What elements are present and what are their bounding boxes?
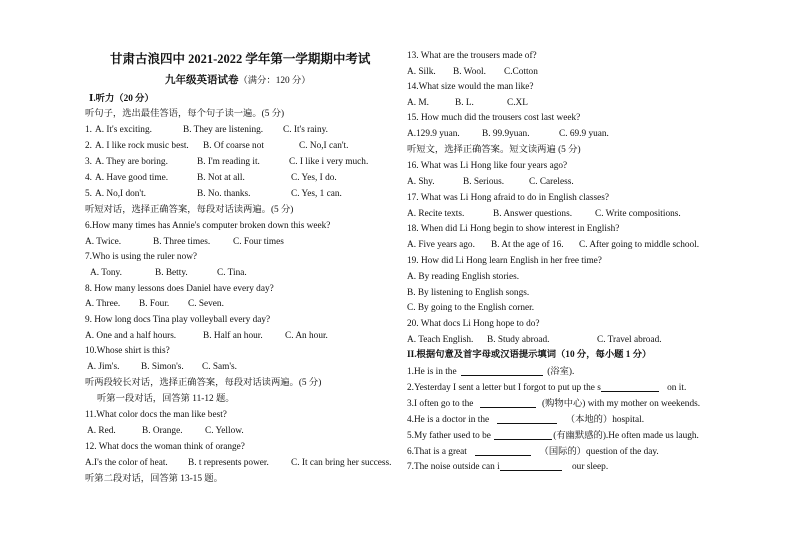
- subtitle-text: 九年级英语试卷: [165, 75, 239, 86]
- question-11-text: 11.What color docs the man like best?: [85, 410, 227, 420]
- option-c: C. Travel abroad.: [597, 335, 662, 345]
- question-15-text: 15. How much did the trousers cost last week?: [407, 113, 581, 123]
- question-19-text: 19. How did Li Hong learn English in her free time?: [407, 256, 602, 266]
- question-8-text: 8. How many lessons does Daniel have every day?: [85, 284, 274, 294]
- exam-title: 甘肃古浪四中 2021-2022 学年第一学期期中考试: [110, 52, 371, 66]
- question-17-options: [407, 208, 681, 220]
- question-13-text: 13. What are the trousers made of?: [407, 51, 537, 61]
- fill-blank-suffix: （本地的）hospital.: [565, 415, 645, 425]
- option-c: C. It can bring her success.: [291, 458, 392, 468]
- question-18-options: [407, 239, 700, 251]
- question-19-option-a: A. By reading English stories.: [407, 272, 520, 282]
- option-b: B. 99.9yuan.: [482, 129, 530, 139]
- question-number: 1.: [85, 125, 92, 135]
- fill-blank-suffix: our sleep.: [572, 462, 609, 472]
- option-c: C. Yellow.: [205, 426, 244, 436]
- question-17-text: 17. What was Li Hong afraid to do in English classes?: [407, 193, 609, 203]
- fill-blank-suffix: (购物中心) with my mother on weekends.: [542, 399, 701, 409]
- option-b: B. Not at all.: [197, 173, 245, 183]
- option-a: A. It's exciting.: [95, 125, 152, 135]
- option-a: A. They are boring.: [95, 157, 168, 167]
- option-c: C. Yes, I do.: [291, 173, 337, 183]
- question-14-text: 14.What size would the man like?: [407, 82, 534, 92]
- option-c: C. Careless.: [529, 177, 574, 187]
- option-a: A. Silk.: [407, 67, 436, 77]
- fill-blank-prefix: 1.He is in the: [407, 367, 457, 377]
- option-b: B. Half an hour.: [203, 331, 263, 341]
- option-c: C. No,I can't.: [299, 141, 349, 151]
- question-1: [85, 124, 328, 136]
- fill-blank-prefix: 7.The noise outside can i: [407, 462, 500, 472]
- option-b: B. Study abroad.: [487, 335, 550, 345]
- answer-blank[interactable]: [497, 413, 557, 424]
- option-b: B. Simon's.: [141, 362, 184, 372]
- option-a: A. Teach English.: [407, 335, 474, 345]
- answer-blank[interactable]: [480, 397, 536, 408]
- question-number: 2.: [85, 141, 92, 151]
- fill-blank-suffix: (有幽默感的).He often made us laugh.: [553, 431, 699, 441]
- option-c: C. After going to middle school.: [579, 240, 700, 250]
- question-19-option-c: C. By going to the English corner.: [407, 303, 535, 313]
- option-b: B. Three times.: [153, 237, 211, 247]
- option-b: B. Orange.: [142, 426, 183, 436]
- option-a: A. One and a half hours.: [85, 331, 177, 341]
- answer-blank[interactable]: [500, 460, 562, 471]
- option-c: C.XL: [507, 98, 528, 108]
- option-c: C. It's rainy.: [283, 125, 328, 135]
- question-12-text: 12. What docs the woman think of orange?: [85, 442, 245, 452]
- option-c: C. Seven.: [188, 299, 224, 309]
- option-c: C.Cotton: [504, 67, 538, 77]
- option-a: A.129.9 yuan.: [407, 129, 460, 139]
- question-3: [85, 156, 369, 168]
- option-a: A. Have good time.: [95, 173, 169, 183]
- option-b: B. Answer questions.: [493, 209, 573, 219]
- fill-blank-prefix: 4.He is a doctor in the: [407, 415, 490, 425]
- option-c: C. Four times: [233, 237, 284, 247]
- option-a: A. Three.: [85, 299, 121, 309]
- option-b: B. I'm reading it.: [197, 157, 260, 167]
- fill-blank-prefix: 2.Yesterday I sent a letter but I forgot to put up the s: [407, 383, 601, 393]
- option-b: B. Wool.: [453, 67, 486, 77]
- option-c: C. Tina.: [217, 268, 247, 278]
- fill-blank-4: [407, 413, 644, 426]
- fill-blank-2: [407, 381, 686, 394]
- option-b: B. Of coarse not: [203, 141, 264, 151]
- option-c: C. 69.9 yuan.: [559, 129, 609, 139]
- fill-blank-3: [407, 397, 700, 410]
- fill-blank-prefix: 3.I often go to the: [407, 399, 474, 409]
- option-b: B. Four.: [139, 299, 170, 309]
- question-number: 5.: [85, 189, 92, 199]
- question-6-options: [85, 236, 284, 248]
- section4-instruction: 听短文，选择正确答案。短文读两遍 (5 分): [407, 145, 581, 155]
- section3-sub-instruction: 听第一段对话，回答第 11-12 题。: [97, 394, 235, 404]
- option-c: C. Write compositions.: [595, 209, 681, 219]
- option-c: C. Sam's.: [202, 362, 237, 372]
- section2-instruction: 听短对话，选择正确答案，每段对话读两遍。(5 分): [85, 205, 294, 215]
- fill-blank-7: [407, 460, 608, 473]
- question-10-text: 10.Whose shirt is this?: [85, 346, 170, 356]
- question-19-option-b: B. By listening to English songs.: [407, 288, 530, 298]
- option-a: A. Recite texts.: [407, 209, 465, 219]
- option-a: A. Jim's.: [87, 362, 120, 372]
- fill-blank-suffix: （国际的）question of the day.: [539, 447, 659, 457]
- fill-blank-prefix: 5.My father used to be: [407, 431, 491, 441]
- part2-heading: II.根据句意及首字母或汉语提示填词（10 分，每小题 1 分）: [407, 350, 652, 360]
- option-c: C. An hour.: [285, 331, 328, 341]
- fill-blank-suffix: (浴室).: [547, 367, 575, 377]
- option-b: B. t represents power.: [188, 458, 269, 468]
- option-b: B. At the age of 16.: [491, 240, 564, 250]
- option-b: B. Serious.: [463, 177, 505, 187]
- question-14-options: [407, 97, 528, 109]
- question-16-text: 16. What was Li Hong like four years ago?: [407, 161, 568, 171]
- score-note: （满分：120 分）: [238, 76, 311, 86]
- option-b: B. L.: [455, 98, 474, 108]
- option-a: A. Twice.: [85, 237, 122, 247]
- option-a: A.I's the color of heat.: [85, 458, 168, 468]
- question-13-options: [407, 66, 538, 78]
- answer-blank[interactable]: [461, 365, 543, 376]
- option-a: A. No,I don't.: [95, 189, 146, 199]
- option-b: B. They are listening.: [183, 125, 264, 135]
- option-a: A. I like rock music best.: [95, 141, 189, 151]
- option-c: C. Yes, 1 can.: [291, 189, 342, 199]
- option-a: A. Tony.: [90, 268, 122, 278]
- question-20-options: [407, 334, 662, 346]
- question-number: 4.: [85, 173, 92, 183]
- option-a: A. M.: [407, 98, 429, 108]
- option-c: C. I like i very much.: [289, 157, 369, 167]
- option-b: B. Betty.: [155, 268, 188, 278]
- question-7-text: 7.Who is using the ruler now?: [85, 252, 198, 262]
- section3-instruction: 听两段较长对话，选择正确答案，每段对话读两遍。(5 分): [85, 378, 322, 388]
- question-6-text: 6.How many times has Annie's computer broken down this week?: [85, 221, 331, 231]
- question-18-text: 18. When did Li Hong begin to show interest in English?: [407, 224, 620, 234]
- answer-blank[interactable]: [601, 381, 659, 392]
- question-9-options: [85, 330, 328, 342]
- section1-instruction: 听句子，选出最佳答语，每个句子读一遍。(5 分): [85, 109, 285, 119]
- fill-blank-1: [407, 365, 574, 378]
- fill-blank-6: [407, 445, 659, 458]
- question-4: [85, 172, 337, 184]
- question-2: [85, 140, 349, 152]
- option-a: A. Five years ago.: [407, 240, 475, 250]
- answer-blank[interactable]: [494, 429, 552, 440]
- question-16-options: [407, 176, 574, 188]
- fill-blank-prefix: 6.That is a great: [407, 447, 467, 457]
- fill-blank-suffix: on it.: [667, 383, 687, 393]
- question-8-options: [85, 298, 224, 310]
- question-12-options: [85, 457, 392, 469]
- question-5: [85, 188, 342, 200]
- option-b: B. No. thanks.: [197, 189, 251, 199]
- section3-sub-instruction-2: 听第二段对话，回答第 13-15 题。: [85, 474, 223, 484]
- question-number: 3.: [85, 157, 92, 167]
- exam-subtitle: [165, 75, 311, 87]
- question-15-options: [407, 128, 609, 140]
- option-a: A. Red.: [87, 426, 116, 436]
- answer-blank[interactable]: [475, 445, 531, 456]
- option-a: A. Shy.: [407, 177, 435, 187]
- question-9-text: 9. How long docs Tina play volleyball every day?: [85, 315, 271, 325]
- question-20-text: 20. What docs Li Hong hope to do?: [407, 319, 540, 329]
- part1-heading: Ⅰ.听力（20 分）: [89, 94, 154, 104]
- fill-blank-5: [407, 429, 699, 442]
